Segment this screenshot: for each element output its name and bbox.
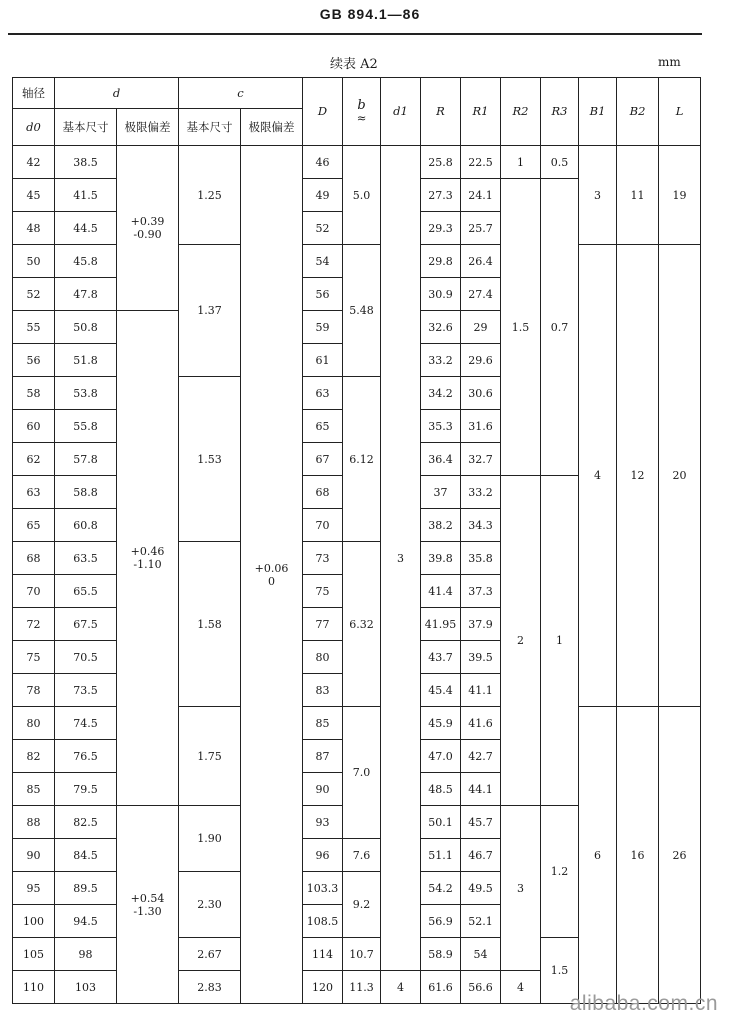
cell-c-dev: +0.06 0 [241, 146, 303, 1004]
cell-D: 87 [303, 740, 343, 773]
cell-d: 60.8 [55, 509, 117, 542]
cell-d: 58.8 [55, 476, 117, 509]
cell-d-dev: +0.46 -1.10 [117, 311, 179, 806]
table-title: 续表 A2 [330, 57, 378, 72]
cell-R1: 24.1 [461, 179, 501, 212]
cell-R: 34.2 [421, 377, 461, 410]
cell-R: 48.5 [421, 773, 461, 806]
cell-R1: 27.4 [461, 278, 501, 311]
cell-D: 120 [303, 971, 343, 1004]
cell-D: 46 [303, 146, 343, 179]
cell-d0: 78 [13, 674, 55, 707]
cell-b: 10.7 [343, 938, 381, 971]
c-deviation-header: 极限偏差 [241, 109, 303, 146]
cell-R: 41.4 [421, 575, 461, 608]
circlip-dimension-table [12, 77, 701, 1004]
cell-R: 29.8 [421, 245, 461, 278]
cell-R1: 52.1 [461, 905, 501, 938]
cell-c-nom: 1.75 [179, 707, 241, 806]
watermark: alibaba.com.cn [569, 992, 718, 1015]
cell-R: 56.9 [421, 905, 461, 938]
cell-R: 38.2 [421, 509, 461, 542]
cell-d1: 4 [381, 971, 421, 1004]
cell-R1: 29.6 [461, 344, 501, 377]
cell-d: 44.5 [55, 212, 117, 245]
cell-b: 6.32 [343, 542, 381, 707]
cell-R1: 33.2 [461, 476, 501, 509]
cell-R2: 1.5 [501, 179, 541, 476]
cell-R1: 54 [461, 938, 501, 971]
cell-R3: 1 [541, 476, 579, 806]
cell-R: 43.7 [421, 641, 461, 674]
cell-d0: 55 [13, 311, 55, 344]
cell-d: 82.5 [55, 806, 117, 839]
cell-c-nom: 1.58 [179, 542, 241, 707]
cell-D: 61 [303, 344, 343, 377]
cell-R: 27.3 [421, 179, 461, 212]
cell-d: 47.8 [55, 278, 117, 311]
header-d1: d1 [381, 78, 421, 146]
cell-b: 5.0 [343, 146, 381, 245]
d-nominal-header: 基本尺寸 [55, 109, 117, 146]
cell-d0: 75 [13, 641, 55, 674]
cell-R1: 34.3 [461, 509, 501, 542]
cell-D: 93 [303, 806, 343, 839]
cell-d0: 80 [13, 707, 55, 740]
cell-D: 56 [303, 278, 343, 311]
cell-d0: 56 [13, 344, 55, 377]
header-R1: R1 [461, 78, 501, 146]
cell-R: 32.6 [421, 311, 461, 344]
cell-R3: 0.7 [541, 179, 579, 476]
cell-d: 76.5 [55, 740, 117, 773]
cell-d0: 68 [13, 542, 55, 575]
cell-c-nom: 2.30 [179, 872, 241, 938]
cell-R3: 1.5 [541, 938, 579, 1004]
cell-d0: 88 [13, 806, 55, 839]
cell-d0: 45 [13, 179, 55, 212]
cell-d0: 63 [13, 476, 55, 509]
cell-R1: 30.6 [461, 377, 501, 410]
cell-R: 35.3 [421, 410, 461, 443]
cell-R1: 44.1 [461, 773, 501, 806]
cell-c-nom: 1.25 [179, 146, 241, 245]
cell-D: 114 [303, 938, 343, 971]
cell-D: 49 [303, 179, 343, 212]
cell-d0: 70 [13, 575, 55, 608]
cell-R: 61.6 [421, 971, 461, 1004]
header-b-symbol: b [357, 97, 366, 113]
cell-L: 20 [659, 245, 701, 707]
cell-D: 63 [303, 377, 343, 410]
header-b-approx: ≈ [356, 110, 367, 125]
header-d: d [55, 78, 179, 109]
cell-R1: 42.7 [461, 740, 501, 773]
cell-d0: 52 [13, 278, 55, 311]
cell-R: 41.95 [421, 608, 461, 641]
cell-R: 25.8 [421, 146, 461, 179]
cell-d: 70.5 [55, 641, 117, 674]
cell-b: 11.3 [343, 971, 381, 1004]
header-c: c [179, 78, 303, 109]
cell-R2: 3 [501, 806, 541, 971]
cell-R1: 25.7 [461, 212, 501, 245]
cell-d: 51.8 [55, 344, 117, 377]
cell-d: 38.5 [55, 146, 117, 179]
cell-D: 77 [303, 608, 343, 641]
header-R2: R2 [501, 78, 541, 146]
cell-R2: 2 [501, 476, 541, 806]
cell-R: 29.3 [421, 212, 461, 245]
cell-R: 58.9 [421, 938, 461, 971]
cell-D: 103.3 [303, 872, 343, 905]
table-row [13, 707, 701, 740]
cell-d0: 60 [13, 410, 55, 443]
cell-R1: 32.7 [461, 443, 501, 476]
header-b [343, 78, 381, 146]
cell-R: 50.1 [421, 806, 461, 839]
cell-B1: 4 [579, 245, 617, 707]
cell-D: 67 [303, 443, 343, 476]
cell-d0: 95 [13, 872, 55, 905]
cell-R1: 35.8 [461, 542, 501, 575]
shaft-diameter-label: 轴径 [13, 78, 55, 109]
cell-R3: 1.2 [541, 806, 579, 938]
cell-D: 83 [303, 674, 343, 707]
cell-R: 47.0 [421, 740, 461, 773]
cell-d0: 90 [13, 839, 55, 872]
cell-D: 75 [303, 575, 343, 608]
cell-d: 41.5 [55, 179, 117, 212]
cell-d: 73.5 [55, 674, 117, 707]
table-row [13, 245, 701, 278]
cell-R2: 1 [501, 146, 541, 179]
cell-d0: 62 [13, 443, 55, 476]
cell-B1: 3 [579, 146, 617, 245]
cell-d0: 72 [13, 608, 55, 641]
cell-d0: 82 [13, 740, 55, 773]
cell-D: 59 [303, 311, 343, 344]
cell-d: 79.5 [55, 773, 117, 806]
header-L: L [659, 78, 701, 146]
cell-d: 84.5 [55, 839, 117, 872]
header-R3: R3 [541, 78, 579, 146]
cell-B2: 12 [617, 245, 659, 707]
cell-d: 45.8 [55, 245, 117, 278]
table-row [13, 146, 701, 179]
cell-D: 90 [303, 773, 343, 806]
cell-D: 70 [303, 509, 343, 542]
cell-R2: 4 [501, 971, 541, 1004]
cell-L: 26 [659, 707, 701, 1004]
cell-R1: 29 [461, 311, 501, 344]
cell-d: 103 [55, 971, 117, 1004]
cell-D: 108.5 [303, 905, 343, 938]
cell-b: 5.48 [343, 245, 381, 377]
cell-c-nom: 1.90 [179, 806, 241, 872]
header-B1: B1 [579, 78, 617, 146]
cell-R: 36.4 [421, 443, 461, 476]
cell-d: 63.5 [55, 542, 117, 575]
cell-d0: 110 [13, 971, 55, 1004]
cell-D: 80 [303, 641, 343, 674]
unit-label: mm [658, 55, 681, 69]
cell-D: 73 [303, 542, 343, 575]
cell-b: 9.2 [343, 872, 381, 938]
cell-R1: 56.6 [461, 971, 501, 1004]
cell-R1: 45.7 [461, 806, 501, 839]
shaft-diameter-symbol: d0 [13, 109, 55, 146]
cell-D: 65 [303, 410, 343, 443]
cell-R: 37 [421, 476, 461, 509]
cell-b: 6.12 [343, 377, 381, 542]
cell-d0: 50 [13, 245, 55, 278]
cell-d: 94.5 [55, 905, 117, 938]
cell-R1: 49.5 [461, 872, 501, 905]
header-B2: B2 [617, 78, 659, 146]
c-nominal-header: 基本尺寸 [179, 109, 241, 146]
standard-code: GB 894.1—86 [319, 6, 421, 22]
cell-d: 50.8 [55, 311, 117, 344]
cell-d: 57.8 [55, 443, 117, 476]
cell-d: 74.5 [55, 707, 117, 740]
cell-d: 67.5 [55, 608, 117, 641]
cell-d: 89.5 [55, 872, 117, 905]
cell-B2: 11 [617, 146, 659, 245]
header-R: R [421, 78, 461, 146]
header-rule [8, 33, 702, 35]
cell-d0: 105 [13, 938, 55, 971]
cell-R1: 46.7 [461, 839, 501, 872]
cell-d: 55.8 [55, 410, 117, 443]
cell-B1: 6 [579, 707, 617, 1004]
cell-d1: 3 [381, 146, 421, 971]
header-D: D [303, 78, 343, 146]
cell-R1: 37.9 [461, 608, 501, 641]
cell-b: 7.6 [343, 839, 381, 872]
cell-d0: 65 [13, 509, 55, 542]
cell-d0: 85 [13, 773, 55, 806]
cell-B2: 16 [617, 707, 659, 1004]
cell-b: 7.0 [343, 707, 381, 839]
cell-R: 33.2 [421, 344, 461, 377]
cell-d-dev: +0.54 -1.30 [117, 806, 179, 1004]
cell-R: 45.9 [421, 707, 461, 740]
cell-R1: 22.5 [461, 146, 501, 179]
cell-c-nom: 1.37 [179, 245, 241, 377]
cell-d0: 42 [13, 146, 55, 179]
cell-c-nom: 2.83 [179, 971, 241, 1004]
cell-R: 45.4 [421, 674, 461, 707]
cell-c-nom: 2.67 [179, 938, 241, 971]
cell-R1: 37.3 [461, 575, 501, 608]
cell-d: 53.8 [55, 377, 117, 410]
cell-d: 98 [55, 938, 117, 971]
cell-R: 54.2 [421, 872, 461, 905]
cell-R1: 41.6 [461, 707, 501, 740]
cell-R1: 31.6 [461, 410, 501, 443]
cell-D: 52 [303, 212, 343, 245]
cell-D: 85 [303, 707, 343, 740]
cell-D: 54 [303, 245, 343, 278]
d-deviation-header: 极限偏差 [117, 109, 179, 146]
cell-d-dev: +0.39 -0.90 [117, 146, 179, 311]
cell-d0: 58 [13, 377, 55, 410]
cell-R: 51.1 [421, 839, 461, 872]
cell-L: 19 [659, 146, 701, 245]
cell-R1: 39.5 [461, 641, 501, 674]
cell-R1: 41.1 [461, 674, 501, 707]
cell-R: 39.8 [421, 542, 461, 575]
cell-D: 96 [303, 839, 343, 872]
cell-D: 68 [303, 476, 343, 509]
cell-d0: 48 [13, 212, 55, 245]
cell-R3: 0.5 [541, 146, 579, 179]
cell-d0: 100 [13, 905, 55, 938]
cell-R: 30.9 [421, 278, 461, 311]
cell-d: 65.5 [55, 575, 117, 608]
cell-c-nom: 1.53 [179, 377, 241, 542]
cell-R1: 26.4 [461, 245, 501, 278]
